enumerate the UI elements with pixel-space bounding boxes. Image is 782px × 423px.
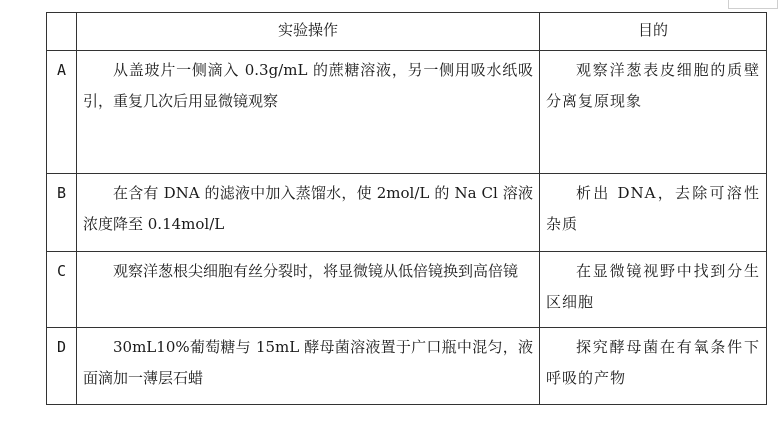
table-header-row (47, 13, 767, 51)
row-label-a: A (47, 51, 77, 174)
operation-cell-a: 从盖玻片一侧滴入 0.3g/mL 的蔗糖溶液，另一侧用吸水纸吸引，重复几次后用显微镜观察 (77, 51, 540, 174)
operation-cell-c: 观察洋葱根尖细胞有丝分裂时，将显微镜从低倍镜换到高倍镜 (77, 252, 540, 328)
header-label-cell (47, 13, 77, 51)
purpose-cell-b: 析出 DNA，去除可溶性杂质 (540, 174, 767, 252)
purpose-cell-d: 探究酵母菌在有氧条件下呼吸的产物 (540, 328, 767, 405)
corner-tab-decoration (728, 0, 778, 9)
operation-cell-d: 30mL10%葡萄糖与 15mL 酵母菌溶液置于广口瓶中混匀，液面滴加一薄层石蜡 (77, 328, 540, 405)
table-row (47, 252, 767, 328)
row-label-d: D (47, 328, 77, 405)
table-row (47, 328, 767, 405)
purpose-cell-c: 在显微镜视野中找到分生区细胞 (540, 252, 767, 328)
header-purpose-cell: 目的 (540, 13, 767, 51)
row-label-b: B (47, 174, 77, 252)
purpose-cell-a: 观察洋葱表皮细胞的质壁分离复原现象 (540, 51, 767, 174)
header-operation-cell: 实验操作 (77, 13, 540, 51)
row-label-c: C (47, 252, 77, 328)
table-row (47, 51, 767, 174)
table-row (47, 174, 767, 252)
operation-cell-b: 在含有 DNA 的滤液中加入蒸馏水，使 2mol/L 的 Na Cl 溶液浓度降至 0.14mol/L (77, 174, 540, 252)
experiment-table (46, 12, 767, 405)
